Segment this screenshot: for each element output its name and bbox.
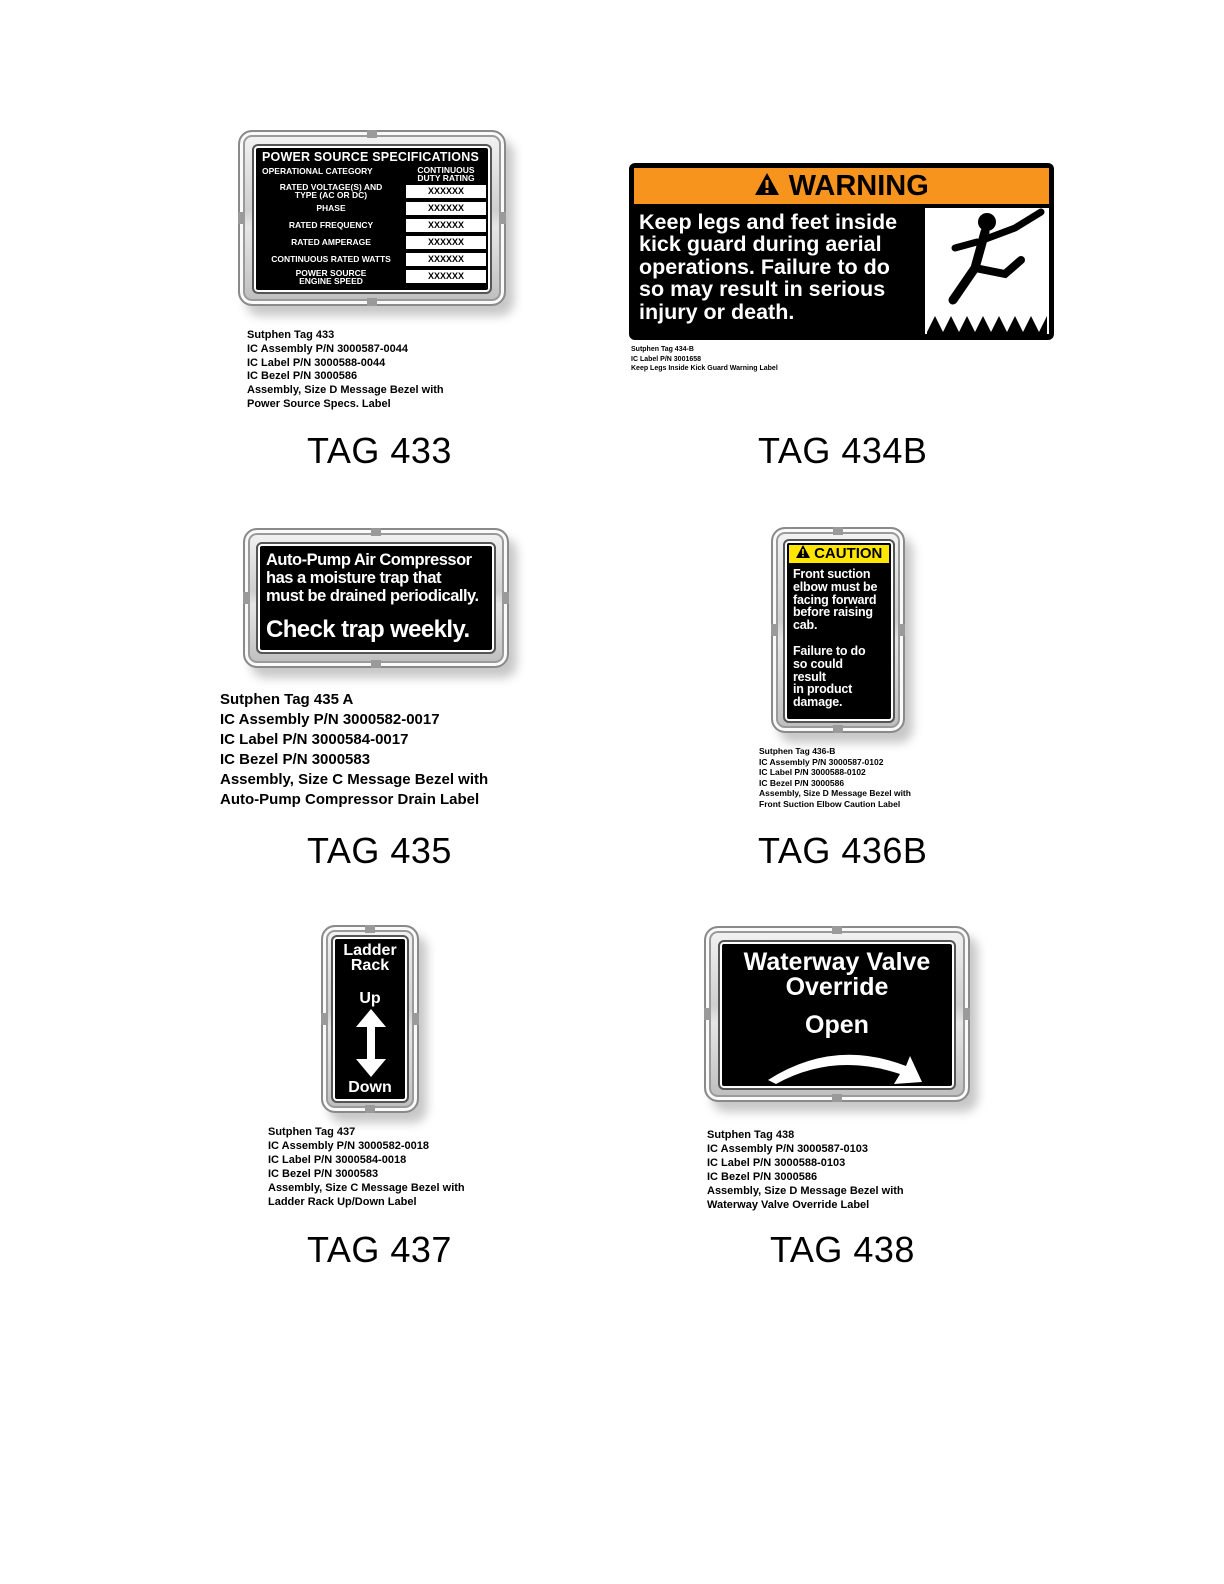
text-line: so could [793,656,843,671]
table-row-value: XXXXXX [406,185,486,198]
tag-438-name: TAG 438 [770,1229,915,1270]
caution-triangle-icon [796,545,810,563]
tag-433-header-left: OPERATIONAL CATEGORY [262,166,373,176]
table-row-value: XXXXXX [406,202,486,215]
tag-437-plate [333,937,407,1101]
title-line: Ladder [343,942,397,959]
tag-433-bezel [238,130,506,306]
caption-line: Sutphen Tag 438 [707,1129,795,1141]
text-line: operations. Failure to do [639,254,890,279]
caption-line: Power Source Specs. Label [247,397,391,410]
caption-line: IC Label P/N 3000584-0017 [220,731,409,748]
tag-436b-name: TAG 436B [758,830,928,871]
caption-line: Assembly, Size D Message Bezel with [247,384,444,397]
tag-434b-label [629,163,1054,340]
text-line: injury or death. [639,299,795,324]
tag-437-name: TAG 437 [307,1229,452,1270]
title-line: Override [785,973,889,1001]
tag-434b-warning-header [634,168,1049,204]
caption-line: Sutphen Tag 433 [247,329,335,341]
caption-line: IC Bezel P/N 3000583 [268,1168,379,1180]
caption-line: Sutphen Tag 434-B [631,346,694,353]
text-line: has a moisture trap that [266,569,442,587]
table-row [260,269,490,284]
table-row-value: XXXXXX [406,270,486,283]
tag-438-title [722,950,952,1000]
tag-436b-bezel [771,527,905,733]
row-label-line-2: ENGINE SPEED [299,276,363,286]
text-line: before raising [793,605,873,620]
table-row [260,183,490,198]
tag-435-name: TAG 435 [307,830,452,871]
tag-438-plate [720,942,954,1088]
table-row-value: XXXXXX [406,236,486,249]
text-line: in product [793,682,853,697]
caption-line: IC Label P/N 3000588-0102 [759,767,866,778]
caption-line: IC Bezel P/N 3000586 [759,777,845,788]
tag-437-down: Down [348,1079,392,1096]
tag-437-title [335,943,405,973]
tag-433-caption [247,329,444,412]
caption-line: Waterway Valve Override Label [707,1199,870,1211]
text-line: Auto-Pump Air Compressor [266,551,472,569]
tag-438-caption [707,1128,904,1212]
caption-line: IC Label P/N 3000588-0044 [247,356,386,369]
tag-433-header-right [406,166,486,182]
caption-line: IC Bezel P/N 3000586 [707,1171,818,1183]
title-line: Waterway Valve [743,948,931,976]
caption-line: IC Label P/N 3001658 [631,355,702,363]
text-line: must be drained periodically. [266,587,479,605]
caption-line: IC Assembly P/N 3000587-0044 [247,342,409,355]
row-label-line-1: POWER SOURCE [295,268,367,278]
caption-line: Sutphen Tag 435 A [220,691,354,708]
caption-line: Front Suction Elbow Caution Label [759,798,901,809]
caption-line: Ladder Rack Up/Down Label [268,1196,417,1208]
tag-433-header-right-2: DUTY RATING [417,173,475,183]
table-row-label: RATED AMPERAGE [291,237,371,247]
table-row-label: CONTINUOUS RATED WATTS [271,254,391,264]
table-row [260,252,490,267]
tag-436b-caption [759,746,911,810]
table-row-label: RATED FREQUENCY [288,220,374,230]
caption-line: IC Assembly P/N 3000582-0018 [268,1140,430,1152]
text-line: Failure to do [793,644,866,658]
tag-433-plate [254,146,490,292]
table-row-label: PHASE [316,203,346,213]
caption-line: IC Assembly P/N 3000587-0103 [707,1143,869,1155]
text-line: result [793,669,826,684]
row-label-line-1: RATED VOLTAGE(S) AND [279,182,383,192]
tag-433-name: TAG 433 [307,430,452,471]
tag-436b-plate [785,541,893,721]
text-line: cab. [793,618,818,633]
text-line: elbow must be [793,579,878,594]
tag-437-up: Up [359,990,381,1007]
tag-434b-name: TAG 434B [758,430,928,471]
tag-437-bezel [321,925,419,1113]
tag-433-table [260,183,490,291]
caption-line: IC Label P/N 3000584-0018 [268,1154,407,1166]
caption-line: IC Assembly P/N 3000582-0017 [220,711,440,728]
table-row-label [260,269,402,285]
table-row-value: XXXXXX [406,253,486,266]
table-row-label [260,183,402,199]
caption-line: IC Bezel P/N 3000586 [247,370,358,383]
text-line: Front suction [793,567,871,581]
tag-433-plate-title: POWER SOURCE SPECIFICATIONS [262,150,479,164]
caption-line: Keep Legs Inside Kick Guard Warning Label [631,365,778,372]
tag-438-bezel [704,926,970,1102]
warning-word: WARNING [788,170,929,202]
warning-triangle-icon [754,172,780,201]
tag-435-bezel [243,528,509,668]
tag-435-emphasis: Check trap weekly. [266,616,470,643]
text-line: kick guard during aerial [639,232,882,257]
text-line: so may result in serious [639,277,886,302]
caption-line: Sutphen Tag 437 [268,1126,356,1138]
up-down-arrow-icon [356,1009,386,1077]
caption-line: Sutphen Tag 436-B [759,746,836,756]
caption-line: Assembly, Size D Message Bezel with [707,1185,904,1197]
caption-line: Assembly, Size C Message Bezel with [220,771,489,788]
tag-436b-text-2 [793,645,865,709]
caption-line: IC Label P/N 3000588-0103 [707,1157,846,1169]
tag-436b-caution-header [789,545,889,563]
table-row [260,201,490,216]
tag-433-header-right-1: CONTINUOUS [417,165,475,175]
tag-436b-text [793,568,877,632]
caption-line: Assembly, Size D Message Bezel with [759,788,911,799]
tag-435-caption [220,690,488,810]
table-row [260,235,490,250]
text-line: damage. [793,695,843,710]
caption-line: Assembly, Size C Message Bezel with [268,1182,465,1194]
caption-line: IC Bezel P/N 3000583 [220,751,371,768]
caption-line: IC Assembly P/N 3000587-0102 [759,756,884,767]
caption-line: Auto-Pump Compressor Drain Label [220,791,480,808]
title-line: Rack [350,957,390,974]
tag-434b-text [639,211,929,323]
tag-435-text [266,551,479,605]
caution-word: CAUTION [814,545,883,562]
row-label-line-2: TYPE (AC OR DC) [294,190,368,200]
falling-person-icon [925,208,1049,334]
text-line: Keep legs and feet inside [639,210,898,234]
tag-435-plate [258,544,494,652]
tag-438-open: Open [805,1011,869,1039]
text-line: facing forward [793,592,877,607]
table-row-value: XXXXXX [406,219,486,232]
curved-arrow-right-icon [764,1044,924,1084]
table-row [260,218,490,233]
tag-434b-caption [631,345,778,374]
tag-437-caption [268,1125,465,1209]
